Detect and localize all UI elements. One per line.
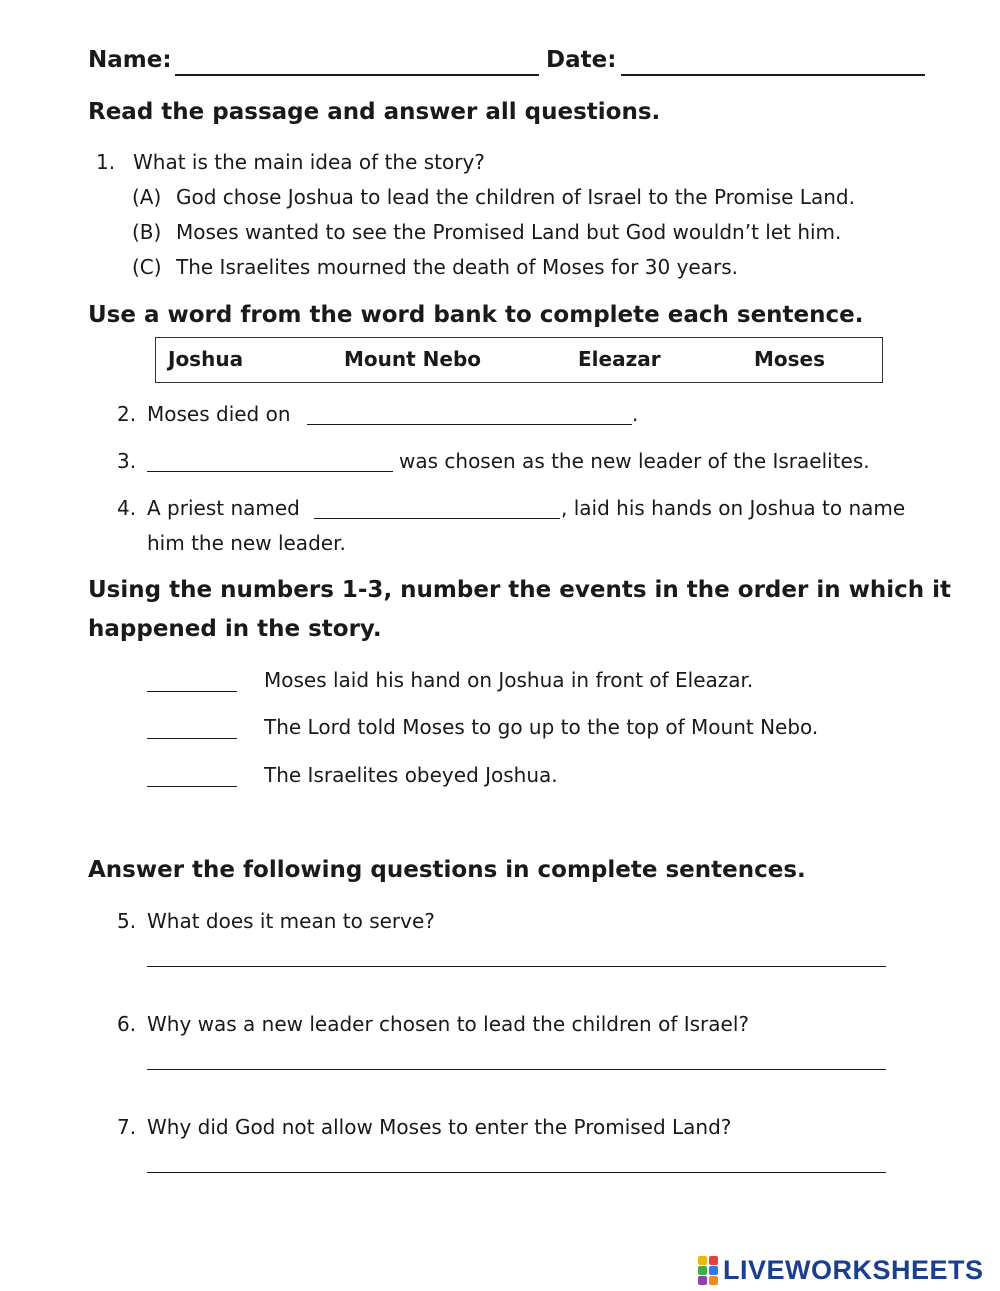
q5-number: 5.	[117, 909, 137, 933]
event-order-blank[interactable]	[147, 786, 237, 787]
q1-option-a-letter[interactable]: (A)	[132, 185, 162, 209]
event-text: The Lord told Moses to go up to the top of Mount Nebo.	[264, 715, 819, 739]
section4-instruction: Answer the following questions in complete sentences.	[88, 857, 806, 883]
event-text: Moses laid his hand on Joshua in front of Eleazar.	[264, 668, 754, 692]
q3-text-after: was chosen as the new leader of the Israelites.	[399, 449, 870, 473]
section3-instruction-line2: happened in the story.	[88, 616, 382, 642]
q2-text-after: .	[632, 402, 639, 426]
q6-question: Why was a new leader chosen to lead the children of Israel?	[147, 1012, 750, 1036]
word-bank-item: Mount Nebo	[344, 347, 482, 371]
word-bank-item: Joshua	[168, 347, 244, 371]
q3-number: 3.	[117, 449, 137, 473]
q7-answer-line[interactable]	[147, 1172, 886, 1173]
q4-number: 4.	[117, 496, 137, 520]
word-bank-item: Moses	[754, 347, 826, 371]
event-order-blank[interactable]	[147, 738, 237, 739]
q6-answer-line[interactable]	[147, 1069, 886, 1070]
q2-answer-blank[interactable]	[307, 424, 632, 425]
liveworksheets-brand-text: LIVEWORKSHEETS	[723, 1254, 984, 1285]
q2-text-before: Moses died on	[147, 402, 291, 426]
date-label: Date:	[546, 47, 617, 73]
name-label: Name:	[88, 47, 172, 73]
q1-option-c-text[interactable]: The Israelites mourned the death of Moses for 30 years.	[176, 255, 738, 279]
q6-number: 6.	[117, 1012, 137, 1036]
q1-question: What is the main idea of the story?	[133, 150, 485, 174]
q1-option-b-text[interactable]: Moses wanted to see the Promised Land but God wouldn’t let him.	[176, 220, 842, 244]
q7-question: Why did God not allow Moses to enter the Promised Land?	[147, 1115, 732, 1139]
section2-instruction: Use a word from the word bank to complete each sentence.	[88, 302, 864, 328]
q3-answer-blank[interactable]	[147, 471, 393, 472]
q5-answer-line[interactable]	[147, 966, 886, 967]
event-order-blank[interactable]	[147, 691, 237, 692]
q1-option-a-text[interactable]: God chose Joshua to lead the children of Israel to the Promise Land.	[176, 185, 855, 209]
q7-number: 7.	[117, 1115, 137, 1139]
q4-text-after: , laid his hands on Joshua to name	[561, 496, 906, 520]
q4-text-before: A priest named	[147, 496, 300, 520]
section3-instruction-line1: Using the numbers 1-3, number the events in the order in which it	[88, 577, 952, 603]
q1-option-b-letter[interactable]: (B)	[132, 220, 162, 244]
q4-text-line2: him the new leader.	[147, 531, 346, 555]
name-field[interactable]	[175, 74, 539, 76]
date-field[interactable]	[621, 74, 925, 76]
word-bank	[155, 337, 883, 383]
q2-number: 2.	[117, 402, 137, 426]
q4-answer-blank[interactable]	[314, 518, 560, 519]
q1-option-c-letter[interactable]: (C)	[132, 255, 162, 279]
q1-number: 1.	[96, 150, 116, 174]
event-text: The Israelites obeyed Joshua.	[264, 763, 558, 787]
liveworksheets-logo-icon	[698, 1255, 720, 1285]
q5-question: What does it mean to serve?	[147, 909, 435, 933]
section1-instruction: Read the passage and answer all questions.	[88, 99, 661, 125]
liveworksheets-logo[interactable]	[698, 1252, 984, 1288]
word-bank-item: Eleazar	[578, 347, 661, 371]
